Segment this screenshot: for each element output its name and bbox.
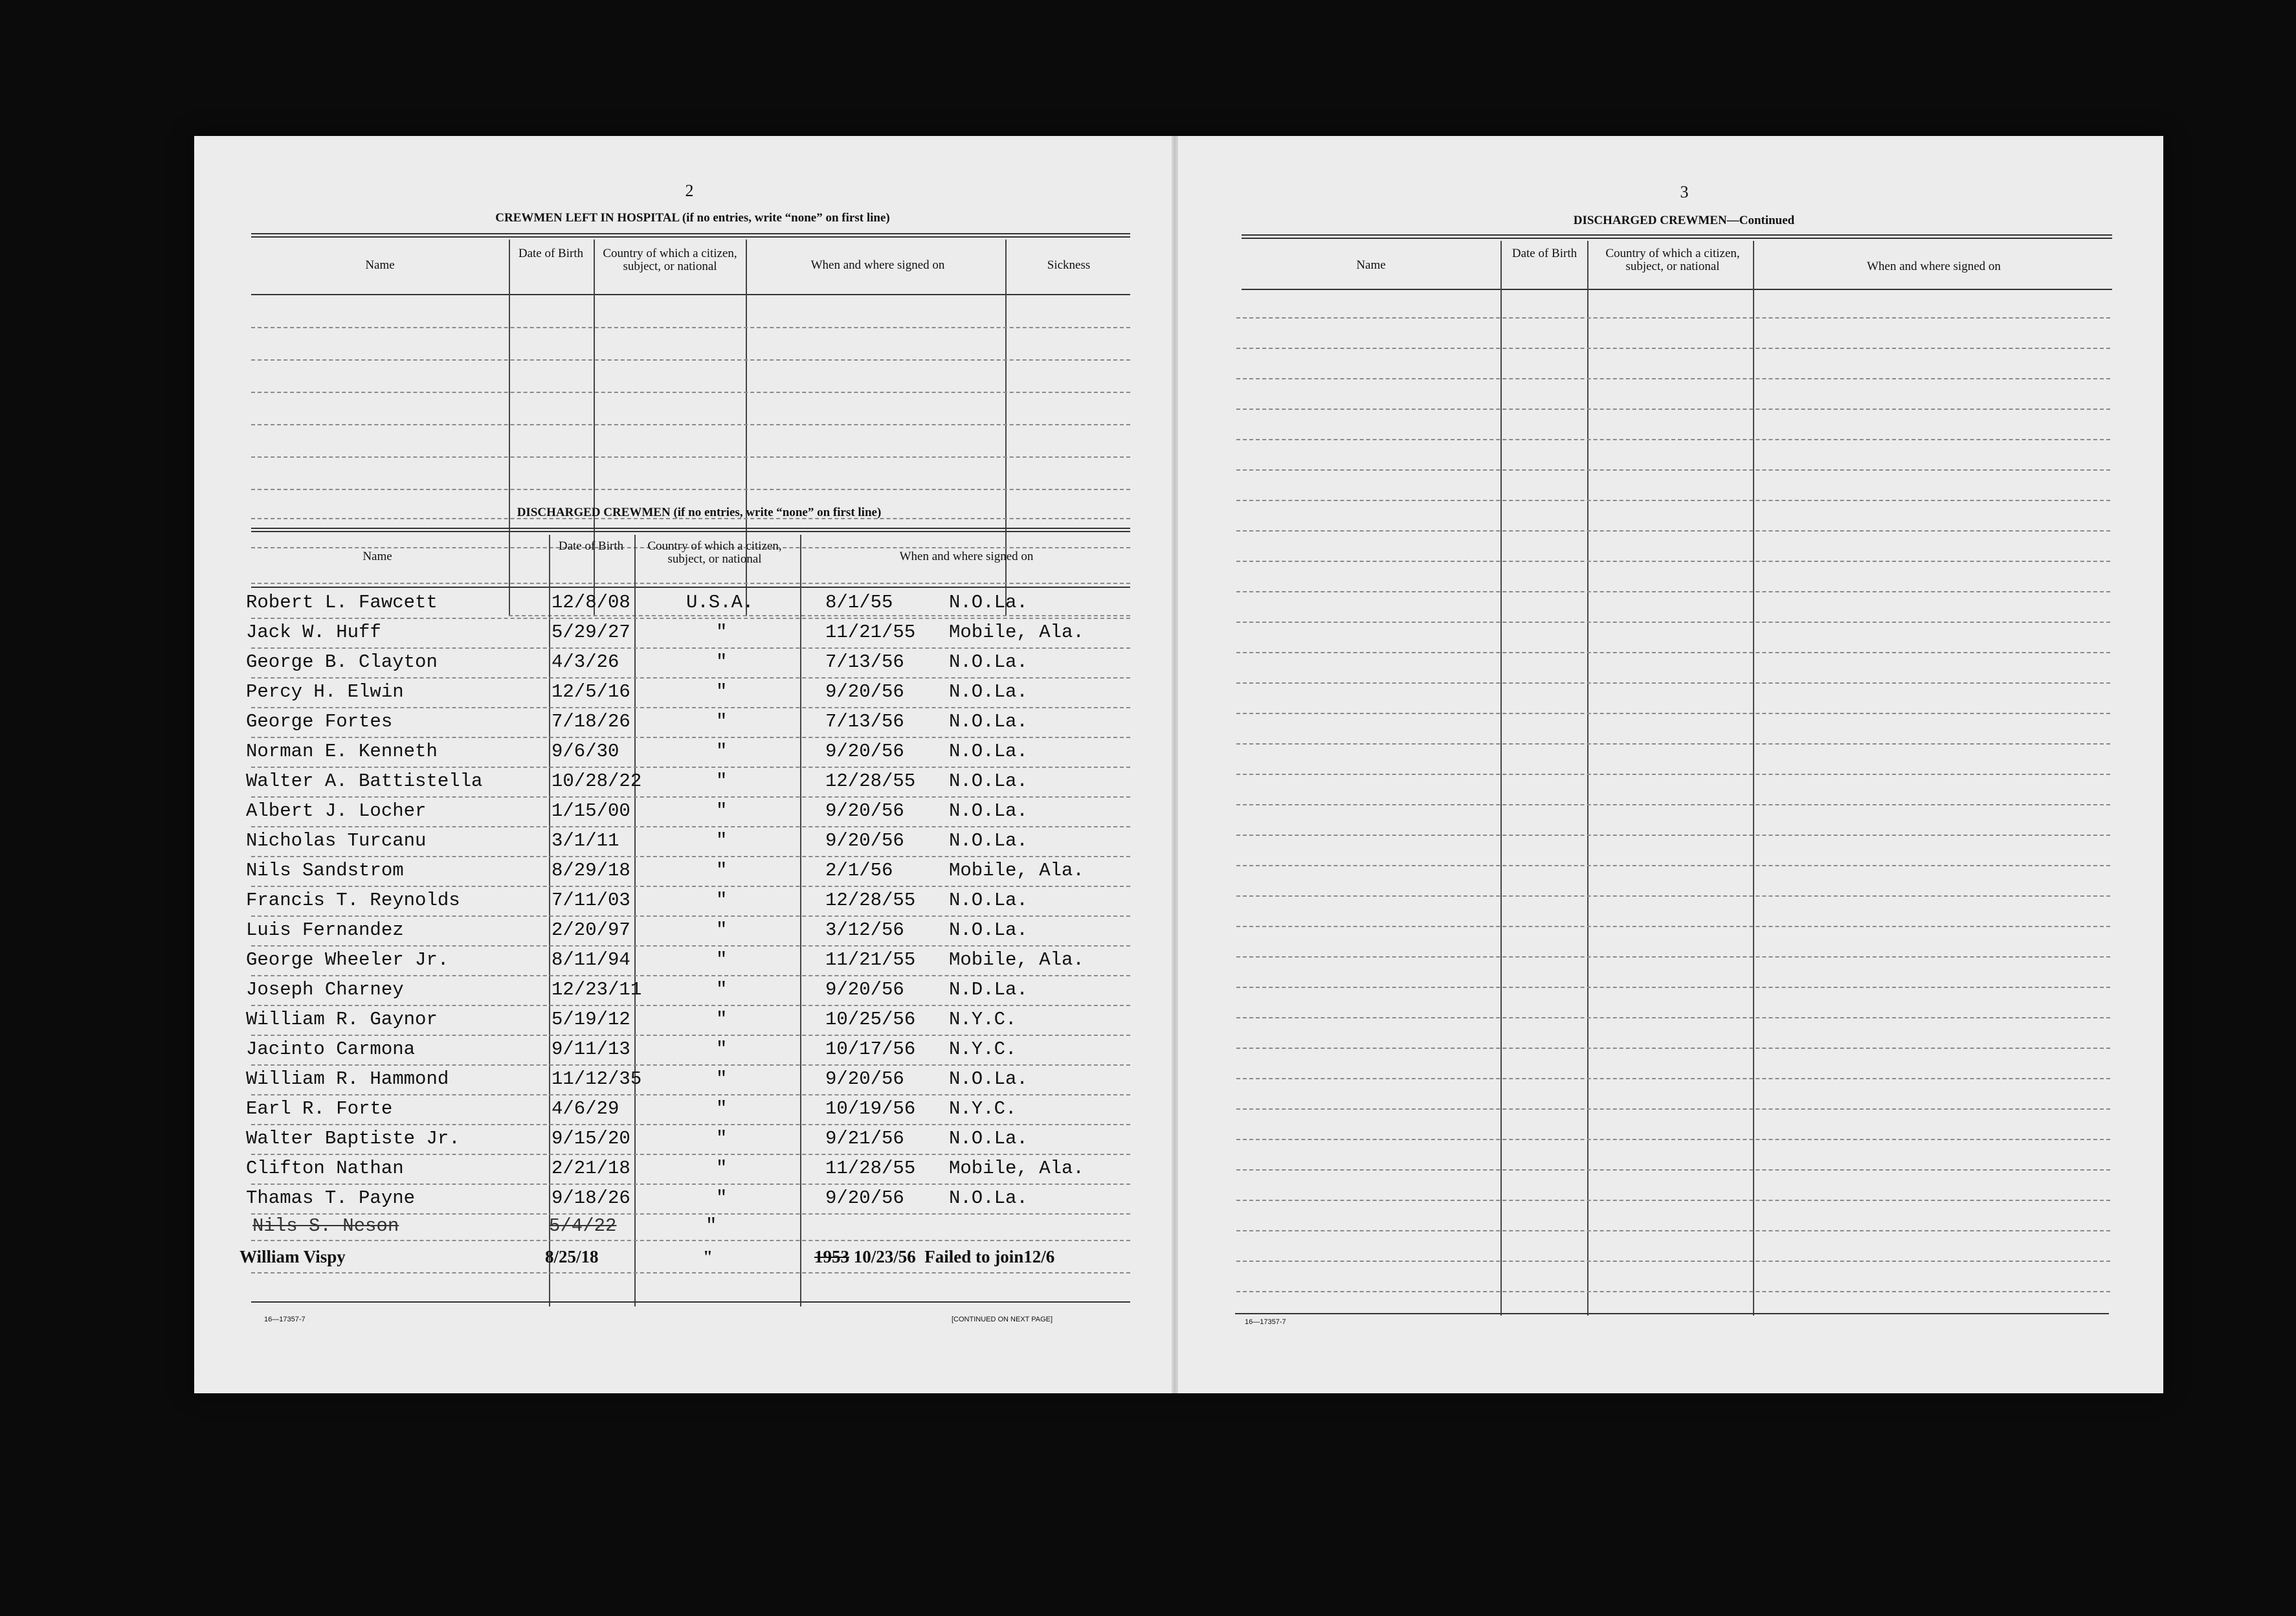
crew-signed-date: 8/1/55 xyxy=(825,592,893,613)
crew-signed-place: N.O.La. xyxy=(949,1187,1028,1209)
row-line xyxy=(1236,622,2110,623)
crew-country: " xyxy=(716,711,728,732)
crew-signed-date: 11/28/55 xyxy=(825,1158,916,1179)
crew-signed-date: 9/20/56 xyxy=(825,741,904,762)
crew-signed-date: 9/20/56 xyxy=(825,979,904,1000)
discharged-col-name: Name xyxy=(362,550,392,563)
crew-name: Nils Sandstrom xyxy=(246,860,404,881)
discharged-col-divider xyxy=(800,535,801,1307)
left-page xyxy=(194,136,1172,1393)
crew-country: " xyxy=(716,1009,728,1030)
crew-country: " xyxy=(716,1187,728,1209)
crew-name: George Wheeler Jr. xyxy=(246,949,449,971)
row-line xyxy=(1236,561,2110,562)
hospital-row-line xyxy=(251,359,1130,361)
crew-name: Luis Fernandez xyxy=(246,919,404,941)
crew-signed-date: 12/28/55 xyxy=(825,890,916,911)
crew-country: U.S.A. xyxy=(686,592,754,613)
row-line xyxy=(1236,774,2110,775)
crew-dob: 9/15/20 xyxy=(552,1128,630,1149)
right-header-rule xyxy=(1242,289,2112,290)
hospital-col-country: Country of which a citizen, subject, or national xyxy=(603,247,737,273)
crew-signed-place: N.Y.C. xyxy=(949,1009,1017,1030)
crew-dob: 1/15/00 xyxy=(552,800,630,822)
hospital-title: CREWMEN LEFT IN HOSPITAL xyxy=(495,211,680,225)
row-line xyxy=(1236,1169,2110,1171)
right-col-signed: When and where signed on xyxy=(1867,260,2001,273)
row-line xyxy=(251,886,1130,887)
row-line xyxy=(1236,804,2110,805)
row-line xyxy=(1236,1200,2110,1201)
hospital-row-line xyxy=(251,327,1130,328)
row-line xyxy=(251,796,1130,798)
page-number: 2 xyxy=(685,181,694,200)
crew-signed-place: N.O.La. xyxy=(949,681,1028,702)
right-col-divider xyxy=(1500,241,1502,1316)
discharged-table-top-rule xyxy=(251,528,1130,532)
crew-signed-date: 10/17/56 xyxy=(825,1038,916,1060)
crew-country: " xyxy=(716,770,728,792)
crew-dob: 12/8/08 xyxy=(552,592,630,613)
crew-dob: 11/12/35 xyxy=(552,1068,642,1090)
crew-dob: 9/11/13 xyxy=(552,1038,630,1060)
crew-name: Walter Baptiste Jr. xyxy=(246,1128,460,1149)
crew-country: " xyxy=(716,651,728,673)
page-fold xyxy=(1172,136,1178,1393)
crew-country: " xyxy=(716,1098,728,1119)
last-row-dob: 8/25/18 xyxy=(545,1247,599,1266)
crew-signed-place: N.O.La. xyxy=(949,592,1028,613)
row-line xyxy=(1236,895,2110,897)
crew-signed-date: 7/13/56 xyxy=(825,711,904,732)
crew-name: Percy H. Elwin xyxy=(246,681,404,702)
row-line xyxy=(1236,926,2110,927)
crew-signed-place: N.O.La. xyxy=(949,651,1028,673)
row-line xyxy=(1236,317,2110,319)
row-line xyxy=(251,1213,1130,1215)
hospital-col-divider xyxy=(509,240,510,616)
right-col-country: Country of which a citizen, subject, or national xyxy=(1605,247,1740,273)
crew-country: " xyxy=(716,979,728,1000)
crew-dob: 5/19/12 xyxy=(552,1009,630,1030)
hospital-row-line xyxy=(251,456,1130,458)
crew-signed-date: 7/13/56 xyxy=(825,651,904,673)
crew-signed-date: 9/20/56 xyxy=(825,681,904,702)
crew-signed-place: N.Y.C. xyxy=(949,1038,1017,1060)
crew-signed-place: N.D.La. xyxy=(949,979,1028,1000)
row-line xyxy=(1236,439,2110,440)
crew-signed-date: 11/21/55 xyxy=(825,949,916,971)
row-line xyxy=(1236,469,2110,471)
row-line xyxy=(1236,743,2110,745)
crew-dob: 2/21/18 xyxy=(552,1158,630,1179)
crew-country: " xyxy=(716,860,728,881)
right-col-divider xyxy=(1587,241,1588,1316)
discharged-bottom-rule xyxy=(251,1301,1130,1303)
discharged-col-country: Country of which a citizen, subject, or national xyxy=(647,539,782,566)
crew-name: Robert L. Fawcett xyxy=(246,592,438,613)
row-line xyxy=(251,1035,1130,1036)
row-line xyxy=(1236,1108,2110,1110)
hospital-section-title xyxy=(194,211,1191,225)
row-line xyxy=(1236,1261,2110,1262)
crew-signed-date: 3/12/56 xyxy=(825,919,904,941)
row-line xyxy=(1236,987,2110,988)
crew-country: " xyxy=(716,1038,728,1060)
hospital-col-sickness: Sickness xyxy=(1047,258,1091,272)
crew-signed-date: 9/20/56 xyxy=(825,1187,904,1209)
document-sheet xyxy=(194,136,2163,1393)
row-line xyxy=(1236,1078,2110,1079)
crew-dob: 12/5/16 xyxy=(552,681,630,702)
crew-signed-date: 11/21/55 xyxy=(825,622,916,643)
crew-name: Thamas T. Payne xyxy=(246,1187,416,1209)
crew-signed-date: 2/1/56 xyxy=(825,860,893,881)
right-col-dob: Date of Birth xyxy=(1511,247,1577,260)
hospital-row-line xyxy=(509,615,1130,616)
hospital-col-divider xyxy=(594,240,595,616)
last-row-date: 10/23/56 xyxy=(853,1247,916,1266)
crew-country: " xyxy=(716,949,728,971)
hospital-col-name: Name xyxy=(365,258,395,272)
form-number: 16—17357-7 xyxy=(264,1316,306,1323)
discharged-section-title xyxy=(194,506,1204,520)
row-line xyxy=(251,1064,1130,1066)
row-line xyxy=(251,647,1130,649)
row-line xyxy=(251,856,1130,857)
right-page xyxy=(1178,136,2163,1393)
crew-signed-place: Mobile, Ala. xyxy=(949,622,1084,643)
crew-name: George B. Clayton xyxy=(246,651,438,673)
crew-name: Earl R. Forte xyxy=(246,1098,393,1119)
crew-dob: 4/3/26 xyxy=(552,651,619,673)
right-col-divider xyxy=(1753,241,1754,1316)
crew-signed-place: N.Y.C. xyxy=(949,1098,1017,1119)
crew-signed-place: N.O.La. xyxy=(949,770,1028,792)
crew-signed-date: 10/19/56 xyxy=(825,1098,916,1119)
row-line xyxy=(251,1124,1130,1125)
crew-signed-place: N.O.La. xyxy=(949,711,1028,732)
discharged-subtitle: (if no entries, write “none” on first line) xyxy=(673,506,882,519)
crew-dob: 9/6/30 xyxy=(552,741,619,762)
crew-name: Jack W. Huff xyxy=(246,622,381,643)
crew-signed-place: Mobile, Ala. xyxy=(949,1158,1084,1179)
right-form-number: 16—17357-7 xyxy=(1245,1318,1286,1326)
hospital-col-dob: Date of Birth xyxy=(518,247,584,260)
crew-signed-date: 10/25/56 xyxy=(825,1009,916,1030)
hospital-row-line xyxy=(251,392,1130,393)
crew-dob: 7/18/26 xyxy=(552,711,630,732)
row-line xyxy=(251,618,1130,619)
crew-signed-place: Mobile, Ala. xyxy=(949,949,1084,971)
discharged-col-divider xyxy=(549,535,550,1307)
crew-country: " xyxy=(716,741,728,762)
crew-dob: 9/18/26 xyxy=(552,1187,630,1209)
row-line xyxy=(1236,591,2110,592)
last-row-country: " xyxy=(703,1247,713,1266)
struck-dob: 5/4/22 xyxy=(549,1215,617,1237)
crew-signed-date: 9/21/56 xyxy=(825,1128,904,1149)
crew-name: Joseph Charney xyxy=(246,979,404,1000)
row-line xyxy=(251,707,1130,708)
row-line xyxy=(1236,409,2110,410)
crew-dob: 10/28/22 xyxy=(552,770,642,792)
hospital-row-line xyxy=(251,424,1130,425)
crew-country: " xyxy=(716,1068,728,1090)
crew-name: Albert J. Locher xyxy=(246,800,427,822)
row-line xyxy=(1236,956,2110,958)
row-line xyxy=(1236,348,2110,349)
row-line xyxy=(251,1272,1130,1274)
crew-signed-place: N.O.La. xyxy=(949,1128,1028,1149)
hospital-row-line xyxy=(251,489,1130,490)
crew-name: Nicholas Turcanu xyxy=(246,830,427,851)
crew-name: George Fortes xyxy=(246,711,393,732)
row-line xyxy=(1236,865,2110,866)
row-line xyxy=(251,677,1130,679)
last-row-signed xyxy=(814,1247,1054,1267)
crew-country: " xyxy=(716,800,728,822)
crew-signed-date: 9/20/56 xyxy=(825,1068,904,1090)
row-line xyxy=(1236,1017,2110,1018)
row-line xyxy=(1236,378,2110,379)
row-line xyxy=(251,737,1130,738)
crew-name: William R. Hammond xyxy=(246,1068,449,1090)
row-line xyxy=(251,1184,1130,1185)
crew-dob: 8/29/18 xyxy=(552,860,630,881)
crew-dob: 12/23/11 xyxy=(552,979,642,1000)
row-line xyxy=(251,1154,1130,1155)
row-line xyxy=(251,1240,1130,1241)
crew-country: " xyxy=(716,890,728,911)
discharged-header-rule xyxy=(251,587,1130,588)
crew-dob: 7/11/03 xyxy=(552,890,630,911)
row-line xyxy=(1236,1048,2110,1049)
row-line xyxy=(1236,530,2110,532)
crew-dob: 2/20/97 xyxy=(552,919,630,941)
crew-signed-place: Mobile, Ala. xyxy=(949,860,1084,881)
row-line xyxy=(1236,713,2110,714)
hospital-row-line xyxy=(251,583,1130,584)
page-number: 3 xyxy=(1680,183,1689,201)
hospital-col-signed: When and where signed on xyxy=(810,258,945,272)
crew-dob: 8/11/94 xyxy=(552,949,630,971)
crew-signed-place: N.O.La. xyxy=(949,919,1028,941)
crew-signed-place: N.O.La. xyxy=(949,1068,1028,1090)
crew-name: Walter A. Battistella xyxy=(246,770,483,792)
continued-note: [CONTINUED ON NEXT PAGE] xyxy=(952,1316,1053,1323)
crew-dob: 4/6/29 xyxy=(552,1098,619,1119)
row-line xyxy=(251,915,1130,917)
crew-name: Clifton Nathan xyxy=(246,1158,404,1179)
row-line xyxy=(1236,652,2110,653)
crew-country: " xyxy=(716,830,728,851)
row-line xyxy=(1236,1291,2110,1292)
last-row-struck-year: 1953 xyxy=(814,1247,849,1266)
row-line xyxy=(251,826,1130,827)
row-line xyxy=(251,1094,1130,1095)
row-line xyxy=(251,1005,1130,1006)
row-line xyxy=(1236,682,2110,684)
hospital-table-top-rule xyxy=(251,233,1130,238)
row-line xyxy=(251,767,1130,768)
row-line xyxy=(1236,1139,2110,1140)
crew-dob: 3/1/11 xyxy=(552,830,619,851)
crew-country: " xyxy=(716,622,728,643)
crew-signed-place: N.O.La. xyxy=(949,800,1028,822)
right-table-top-rule xyxy=(1242,234,2112,239)
right-bottom-rule xyxy=(1235,1313,2109,1314)
discharged-col-divider xyxy=(634,535,636,1307)
row-line xyxy=(251,945,1130,947)
continued-title: DISCHARGED CREWMEN—Continued xyxy=(1573,214,1795,227)
crew-name: Francis T. Reynolds xyxy=(246,890,460,911)
discharged-title: DISCHARGED CREWMEN xyxy=(517,506,671,519)
crew-country: " xyxy=(716,919,728,941)
crew-country: " xyxy=(716,681,728,702)
discharged-col-dob: Date of Birth xyxy=(558,539,624,553)
crew-signed-place: N.O.La. xyxy=(949,741,1028,762)
crew-signed-place: N.O.La. xyxy=(949,830,1028,851)
crew-signed-place: N.O.La. xyxy=(949,890,1028,911)
row-line xyxy=(1236,1230,2110,1231)
crew-name: William R. Gaynor xyxy=(246,1009,438,1030)
row-line xyxy=(1236,500,2110,501)
crew-signed-date: 12/28/55 xyxy=(825,770,916,792)
crew-dob: 5/29/27 xyxy=(552,622,630,643)
struck-country: " xyxy=(706,1215,717,1237)
crew-country: " xyxy=(716,1128,728,1149)
row-line xyxy=(251,975,1130,976)
last-row-place: Failed to join12/6 xyxy=(924,1247,1055,1266)
crew-signed-date: 9/20/56 xyxy=(825,830,904,851)
crew-name: Jacinto Carmona xyxy=(246,1038,416,1060)
last-row-name: William Vispy xyxy=(240,1247,346,1266)
struck-name: Nils S. Neson xyxy=(252,1215,399,1237)
hospital-header-rule xyxy=(251,294,1130,295)
crew-signed-date: 9/20/56 xyxy=(825,800,904,822)
row-line xyxy=(1236,835,2110,836)
crew-country: " xyxy=(716,1158,728,1179)
crew-name: Norman E. Kenneth xyxy=(246,741,438,762)
hospital-subtitle: (if no entries, write “none” on first line) xyxy=(682,211,890,225)
discharged-col-signed: When and where signed on xyxy=(899,550,1034,563)
right-col-name: Name xyxy=(1356,258,1386,272)
